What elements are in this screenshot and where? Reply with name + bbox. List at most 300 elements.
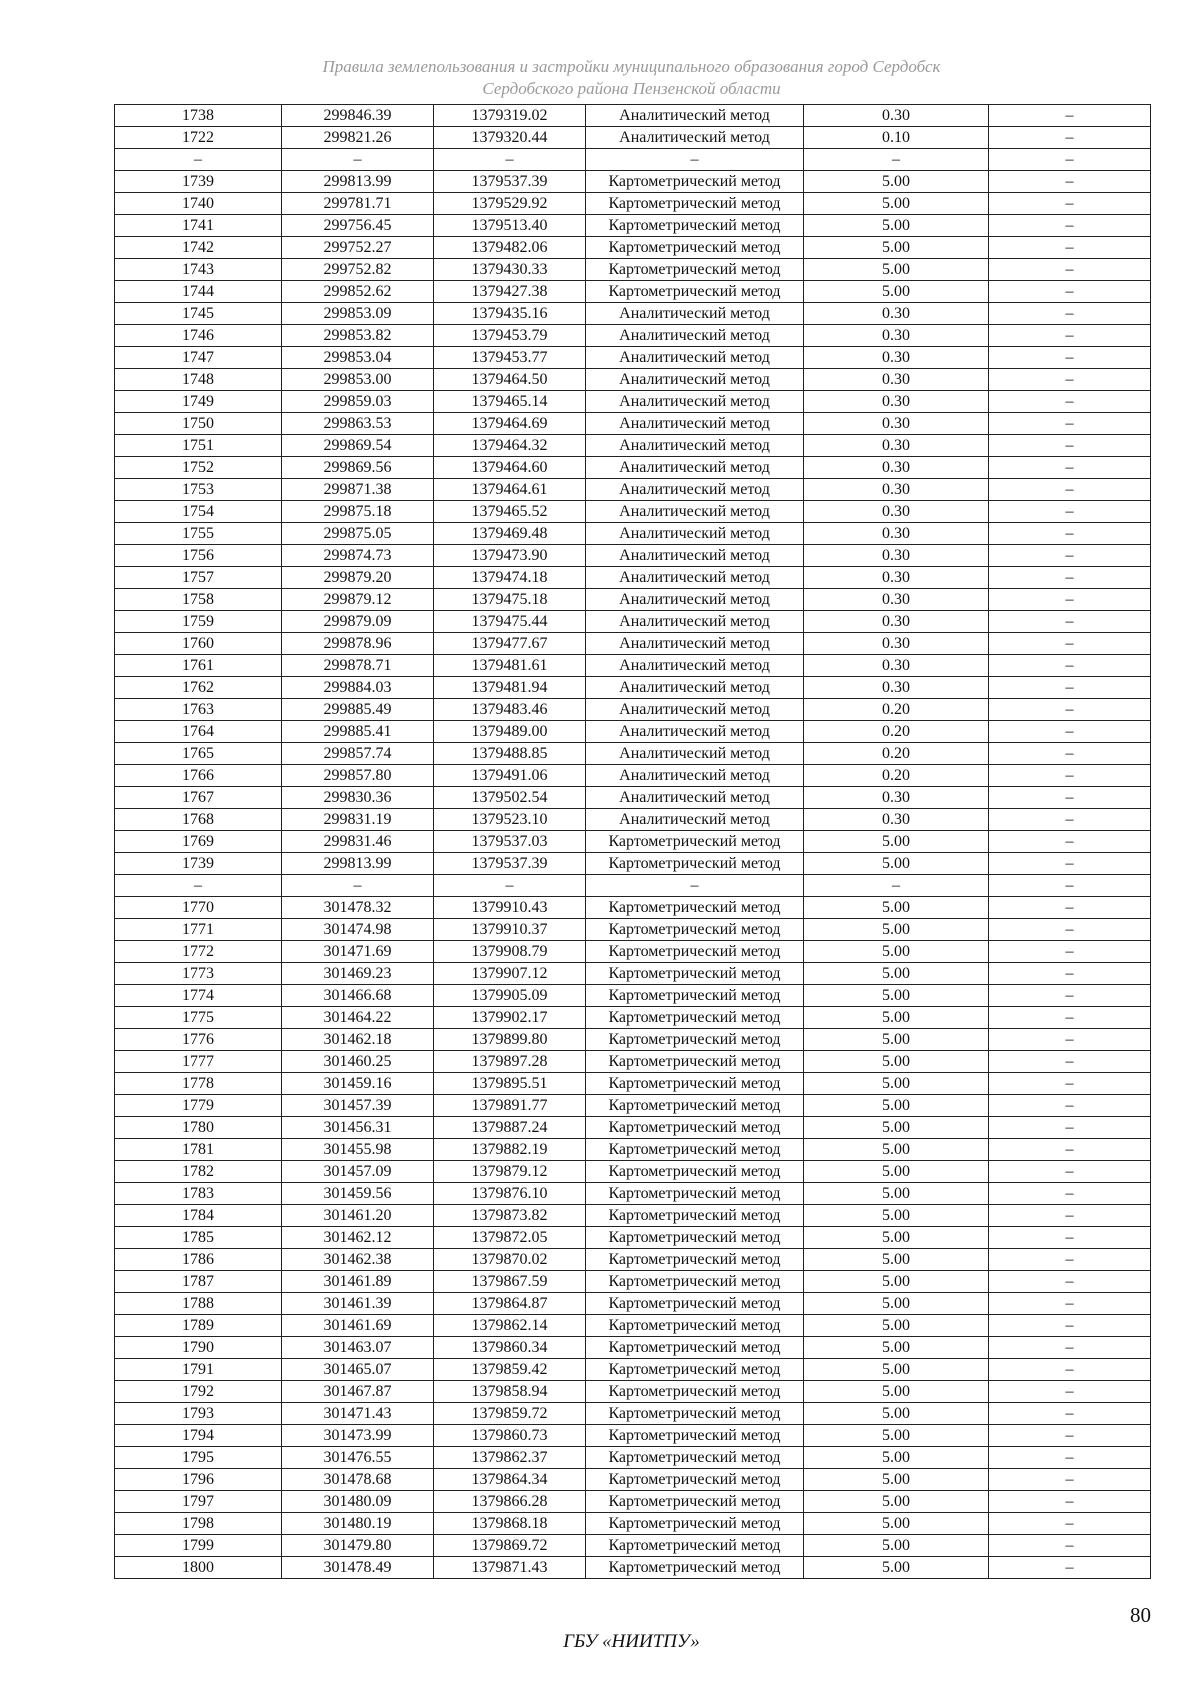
cell-point-number: 1795 [115,1447,282,1469]
cell-method: Картометрический метод [586,1447,804,1469]
cell-accuracy: 5.00 [804,853,989,875]
cell-method: Картометрический метод [586,1557,804,1579]
cell-point-number: 1791 [115,1359,282,1381]
cell-accuracy: 0.30 [804,325,989,347]
cell-note: – [989,369,1151,391]
cell-point-number: 1765 [115,743,282,765]
cell-y-coordinate: 1379537.39 [434,853,586,875]
cell-accuracy: 0.30 [804,369,989,391]
cell-x-coordinate: 299878.71 [282,655,434,677]
cell-note: – [989,743,1151,765]
cell-accuracy: 0.30 [804,303,989,325]
cell-y-coordinate: 1379905.09 [434,985,586,1007]
cell-x-coordinate: 301461.89 [282,1271,434,1293]
cell-y-coordinate: 1379488.85 [434,743,586,765]
cell-method: Аналитический метод [586,347,804,369]
table-row [115,303,1151,325]
cell-x-coordinate: 299821.26 [282,127,434,149]
cell-x-coordinate: 299853.09 [282,303,434,325]
cell-x-coordinate: 299869.54 [282,435,434,457]
cell-method: Картометрический метод [586,237,804,259]
table-row [115,215,1151,237]
cell-accuracy: 5.00 [804,1447,989,1469]
cell-accuracy: 0.30 [804,105,989,127]
cell-note: – [989,831,1151,853]
cell-note: – [989,919,1151,941]
cell-note: – [989,1469,1151,1491]
cell-accuracy: 5.00 [804,1183,989,1205]
cell-y-coordinate: 1379862.37 [434,1447,586,1469]
cell-y-coordinate: 1379876.10 [434,1183,586,1205]
cell-note: – [989,1337,1151,1359]
cell-note: – [989,1293,1151,1315]
cell-x-coordinate: 301479.80 [282,1535,434,1557]
cell-method: Картометрический метод [586,1535,804,1557]
table-row [115,1469,1151,1491]
cell-x-coordinate: 301461.20 [282,1205,434,1227]
table-row [115,787,1151,809]
cell-x-coordinate: 301464.22 [282,1007,434,1029]
table-row [115,897,1151,919]
table-row [115,325,1151,347]
cell-y-coordinate: 1379887.24 [434,1117,586,1139]
cell-x-coordinate: 299846.39 [282,105,434,127]
cell-y-coordinate: 1379869.72 [434,1535,586,1557]
cell-point-number: 1755 [115,523,282,545]
cell-x-coordinate: 299781.71 [282,193,434,215]
cell-point-number: 1740 [115,193,282,215]
cell-method: Картометрический метод [586,1073,804,1095]
table-row [115,1359,1151,1381]
cell-point-number: 1789 [115,1315,282,1337]
cell-method: Картометрический метод [586,1007,804,1029]
table-row [115,1381,1151,1403]
cell-y-coordinate: 1379464.32 [434,435,586,457]
table-row [115,743,1151,765]
cell-note: – [989,457,1151,479]
cell-point-number: 1722 [115,127,282,149]
cell-x-coordinate: 299813.99 [282,853,434,875]
cell-note: – [989,1513,1151,1535]
cell-note: – [989,171,1151,193]
cell-point-number: 1769 [115,831,282,853]
cell-method: Картометрический метод [586,193,804,215]
table-row [115,259,1151,281]
cell-point-number: 1746 [115,325,282,347]
cell-point-number: 1757 [115,567,282,589]
cell-accuracy: 5.00 [804,259,989,281]
cell-accuracy: 5.00 [804,237,989,259]
cell-y-coordinate: 1379489.00 [434,721,586,743]
cell-method: Аналитический метод [586,105,804,127]
cell-x-coordinate: 301466.68 [282,985,434,1007]
cell-method: Картометрический метод [586,897,804,919]
cell-x-coordinate: 299875.18 [282,501,434,523]
cell-method: Картометрический метод [586,1469,804,1491]
cell-y-coordinate: 1379895.51 [434,1073,586,1095]
cell-accuracy: 5.00 [804,281,989,303]
cell-y-coordinate: 1379902.17 [434,1007,586,1029]
cell-note: – [989,721,1151,743]
cell-point-number: 1787 [115,1271,282,1293]
cell-note: – [989,105,1151,127]
table-row [115,391,1151,413]
cell-method: Аналитический метод [586,787,804,809]
coordinates-table [114,104,1151,1579]
cell-method: Картометрический метод [586,1249,804,1271]
cell-accuracy: 0.20 [804,721,989,743]
cell-note: – [989,633,1151,655]
cell-y-coordinate: 1379464.60 [434,457,586,479]
cell-y-coordinate: 1379897.28 [434,1051,586,1073]
cell-note: – [989,897,1151,919]
cell-y-coordinate: – [434,875,586,897]
cell-method: Аналитический метод [586,413,804,435]
cell-note: – [989,545,1151,567]
table-row [115,589,1151,611]
cell-y-coordinate: 1379537.03 [434,831,586,853]
table-row [115,809,1151,831]
cell-accuracy: 5.00 [804,1381,989,1403]
cell-x-coordinate: 301478.32 [282,897,434,919]
cell-accuracy: 0.30 [804,809,989,831]
table-row [115,1447,1151,1469]
table-row [115,281,1151,303]
cell-accuracy: 5.00 [804,1073,989,1095]
table-row [115,1513,1151,1535]
cell-point-number: 1749 [115,391,282,413]
cell-note: – [989,325,1151,347]
table-row [115,1249,1151,1271]
cell-y-coordinate: 1379859.42 [434,1359,586,1381]
cell-x-coordinate: 299831.19 [282,809,434,831]
table-row [115,699,1151,721]
cell-accuracy: 5.00 [804,1513,989,1535]
cell-x-coordinate: 301474.98 [282,919,434,941]
cell-method: Картометрический метод [586,919,804,941]
cell-point-number: 1784 [115,1205,282,1227]
cell-note: – [989,215,1151,237]
table-row [115,1183,1151,1205]
table-row [115,1293,1151,1315]
cell-x-coordinate: 299756.45 [282,215,434,237]
cell-accuracy: – [804,875,989,897]
cell-point-number: 1777 [115,1051,282,1073]
cell-y-coordinate: 1379491.06 [434,765,586,787]
header-line-2: Сердобского района Пензенской области [482,79,781,98]
cell-x-coordinate: 299752.27 [282,237,434,259]
cell-method: Аналитический метод [586,633,804,655]
cell-accuracy: 5.00 [804,1315,989,1337]
page-number: 80 [1130,1603,1151,1627]
cell-method: Картометрический метод [586,1029,804,1051]
cell-accuracy: 0.30 [804,567,989,589]
cell-accuracy: 0.30 [804,413,989,435]
cell-x-coordinate: 299879.09 [282,611,434,633]
cell-point-number: 1785 [115,1227,282,1249]
cell-x-coordinate: 301480.19 [282,1513,434,1535]
cell-accuracy: 5.00 [804,985,989,1007]
header-line-1: Правила землепользования и застройки муниципального образования город Сердобск [322,57,941,76]
coordinates-table-body [115,105,1151,1579]
table-row [115,963,1151,985]
cell-x-coordinate: 299885.41 [282,721,434,743]
table-row [115,1557,1151,1579]
cell-note: – [989,1403,1151,1425]
cell-y-coordinate: 1379862.14 [434,1315,586,1337]
cell-method: Аналитический метод [586,721,804,743]
cell-method: Аналитический метод [586,589,804,611]
table-row [115,1425,1151,1447]
cell-accuracy: 0.30 [804,457,989,479]
table-row [115,1117,1151,1139]
cell-note: – [989,1535,1151,1557]
cell-note: – [989,765,1151,787]
cell-y-coordinate: 1379464.61 [434,479,586,501]
cell-point-number: 1779 [115,1095,282,1117]
cell-method: Картометрический метод [586,259,804,281]
cell-point-number: 1759 [115,611,282,633]
cell-note: – [989,1183,1151,1205]
cell-accuracy: 0.30 [804,545,989,567]
cell-accuracy: 0.30 [804,435,989,457]
table-row [115,633,1151,655]
cell-y-coordinate: 1379870.02 [434,1249,586,1271]
cell-point-number: 1770 [115,897,282,919]
cell-y-coordinate: 1379483.46 [434,699,586,721]
cell-y-coordinate: 1379899.80 [434,1029,586,1051]
cell-point-number: – [115,875,282,897]
cell-method: Аналитический метод [586,699,804,721]
cell-method: Картометрический метод [586,1513,804,1535]
cell-note: – [989,149,1151,171]
cell-method: Аналитический метод [586,127,804,149]
table-row [115,523,1151,545]
table-row [115,1051,1151,1073]
cell-method: Аналитический метод [586,435,804,457]
cell-x-coordinate: 299869.56 [282,457,434,479]
cell-point-number: 1775 [115,1007,282,1029]
cell-x-coordinate: 301463.07 [282,1337,434,1359]
cell-method: Аналитический метод [586,809,804,831]
table-row [115,1029,1151,1051]
cell-x-coordinate: 301455.98 [282,1139,434,1161]
cell-method: Картометрический метод [586,1425,804,1447]
cell-accuracy: 5.00 [804,1051,989,1073]
cell-method: Картометрический метод [586,1491,804,1513]
cell-y-coordinate: 1379320.44 [434,127,586,149]
cell-y-coordinate: 1379872.05 [434,1227,586,1249]
cell-point-number: 1790 [115,1337,282,1359]
cell-point-number: 1745 [115,303,282,325]
table-row [115,369,1151,391]
cell-accuracy: 0.30 [804,589,989,611]
cell-accuracy: 5.00 [804,1007,989,1029]
cell-accuracy: 0.30 [804,347,989,369]
cell-point-number: 1739 [115,853,282,875]
cell-point-number: 1781 [115,1139,282,1161]
cell-method: Картометрический метод [586,1359,804,1381]
cell-note: – [989,1007,1151,1029]
cell-y-coordinate: 1379474.18 [434,567,586,589]
cell-y-coordinate: 1379453.77 [434,347,586,369]
cell-point-number: 1748 [115,369,282,391]
table-row [115,1337,1151,1359]
cell-note: – [989,413,1151,435]
cell-point-number: 1792 [115,1381,282,1403]
table-row [115,193,1151,215]
cell-y-coordinate: 1379475.44 [434,611,586,633]
cell-note: – [989,281,1151,303]
cell-note: – [989,1447,1151,1469]
cell-x-coordinate: 301478.49 [282,1557,434,1579]
cell-y-coordinate: 1379537.39 [434,171,586,193]
cell-note: – [989,1073,1151,1095]
cell-method: Аналитический метод [586,655,804,677]
table-row [115,765,1151,787]
cell-x-coordinate: 301457.09 [282,1161,434,1183]
cell-point-number: 1767 [115,787,282,809]
table-row [115,1403,1151,1425]
cell-x-coordinate: 299857.80 [282,765,434,787]
cell-x-coordinate: 299871.38 [282,479,434,501]
cell-point-number: 1797 [115,1491,282,1513]
cell-x-coordinate: 301471.69 [282,941,434,963]
cell-y-coordinate: 1379867.59 [434,1271,586,1293]
cell-method: Картометрический метод [586,215,804,237]
cell-y-coordinate: 1379481.61 [434,655,586,677]
cell-point-number: 1753 [115,479,282,501]
cell-note: – [989,193,1151,215]
cell-y-coordinate: 1379465.14 [434,391,586,413]
cell-method: Картометрический метод [586,1271,804,1293]
cell-x-coordinate: 301476.55 [282,1447,434,1469]
cell-note: – [989,941,1151,963]
cell-note: – [989,237,1151,259]
cell-y-coordinate: 1379873.82 [434,1205,586,1227]
cell-method: Картометрический метод [586,1095,804,1117]
cell-accuracy: 5.00 [804,1293,989,1315]
cell-accuracy: 5.00 [804,919,989,941]
cell-method: Картометрический метод [586,171,804,193]
cell-point-number: 1776 [115,1029,282,1051]
cell-y-coordinate: 1379523.10 [434,809,586,831]
cell-method: Картометрический метод [586,1403,804,1425]
cell-x-coordinate: 299852.62 [282,281,434,303]
cell-method: Аналитический метод [586,743,804,765]
cell-x-coordinate: 299752.82 [282,259,434,281]
cell-point-number: 1768 [115,809,282,831]
cell-note: – [989,655,1151,677]
table-row [115,347,1151,369]
cell-y-coordinate: 1379319.02 [434,105,586,127]
table-row [115,435,1151,457]
cell-x-coordinate: 299875.05 [282,523,434,545]
cell-point-number: 1762 [115,677,282,699]
cell-point-number: – [115,149,282,171]
cell-note: – [989,1491,1151,1513]
cell-method: Аналитический метод [586,479,804,501]
cell-method: Аналитический метод [586,545,804,567]
cell-y-coordinate: 1379910.37 [434,919,586,941]
cell-point-number: 1747 [115,347,282,369]
cell-point-number: 1794 [115,1425,282,1447]
cell-x-coordinate: 301461.39 [282,1293,434,1315]
cell-accuracy: 5.00 [804,1249,989,1271]
cell-note: – [989,1161,1151,1183]
cell-y-coordinate: 1379477.67 [434,633,586,655]
cell-accuracy: 0.30 [804,677,989,699]
cell-point-number: 1771 [115,919,282,941]
cell-point-number: 1738 [115,105,282,127]
cell-note: – [989,523,1151,545]
cell-x-coordinate: 299879.20 [282,567,434,589]
cell-x-coordinate: 299879.12 [282,589,434,611]
cell-y-coordinate: 1379435.16 [434,303,586,325]
table-row [115,941,1151,963]
cell-y-coordinate: 1379879.12 [434,1161,586,1183]
cell-point-number: 1758 [115,589,282,611]
cell-x-coordinate: – [282,149,434,171]
cell-accuracy: 5.00 [804,1491,989,1513]
cell-point-number: 1786 [115,1249,282,1271]
cell-point-number: 1800 [115,1557,282,1579]
cell-point-number: 1756 [115,545,282,567]
cell-y-coordinate: 1379907.12 [434,963,586,985]
cell-accuracy: 5.00 [804,1469,989,1491]
cell-accuracy: – [804,149,989,171]
cell-x-coordinate: 301462.38 [282,1249,434,1271]
cell-method: Аналитический метод [586,611,804,633]
cell-y-coordinate: 1379430.33 [434,259,586,281]
cell-y-coordinate: 1379465.52 [434,501,586,523]
table-row [115,567,1151,589]
cell-accuracy: 5.00 [804,1117,989,1139]
table-row [115,1315,1151,1337]
cell-method: Картометрический метод [586,1205,804,1227]
cell-y-coordinate: 1379464.50 [434,369,586,391]
cell-point-number: 1780 [115,1117,282,1139]
cell-y-coordinate: 1379891.77 [434,1095,586,1117]
cell-accuracy: 0.20 [804,765,989,787]
cell-accuracy: 0.30 [804,611,989,633]
cell-point-number: 1773 [115,963,282,985]
cell-method: Картометрический метод [586,963,804,985]
cell-y-coordinate: 1379475.18 [434,589,586,611]
cell-x-coordinate: 301462.18 [282,1029,434,1051]
cell-y-coordinate: 1379871.43 [434,1557,586,1579]
cell-note: – [989,677,1151,699]
cell-note: – [989,963,1151,985]
cell-y-coordinate: 1379908.79 [434,941,586,963]
cell-point-number: 1772 [115,941,282,963]
cell-x-coordinate: 299857.74 [282,743,434,765]
cell-accuracy: 0.30 [804,655,989,677]
cell-note: – [989,787,1151,809]
cell-method: Аналитический метод [586,501,804,523]
cell-method: Картометрический метод [586,1139,804,1161]
cell-method: Аналитический метод [586,325,804,347]
cell-accuracy: 0.30 [804,501,989,523]
cell-note: – [989,391,1151,413]
cell-note: – [989,435,1151,457]
cell-method: Аналитический метод [586,457,804,479]
cell-point-number: 1788 [115,1293,282,1315]
cell-y-coordinate: 1379860.34 [434,1337,586,1359]
cell-x-coordinate: 301473.99 [282,1425,434,1447]
cell-method: Картометрический метод [586,1227,804,1249]
cell-note: – [989,1029,1151,1051]
